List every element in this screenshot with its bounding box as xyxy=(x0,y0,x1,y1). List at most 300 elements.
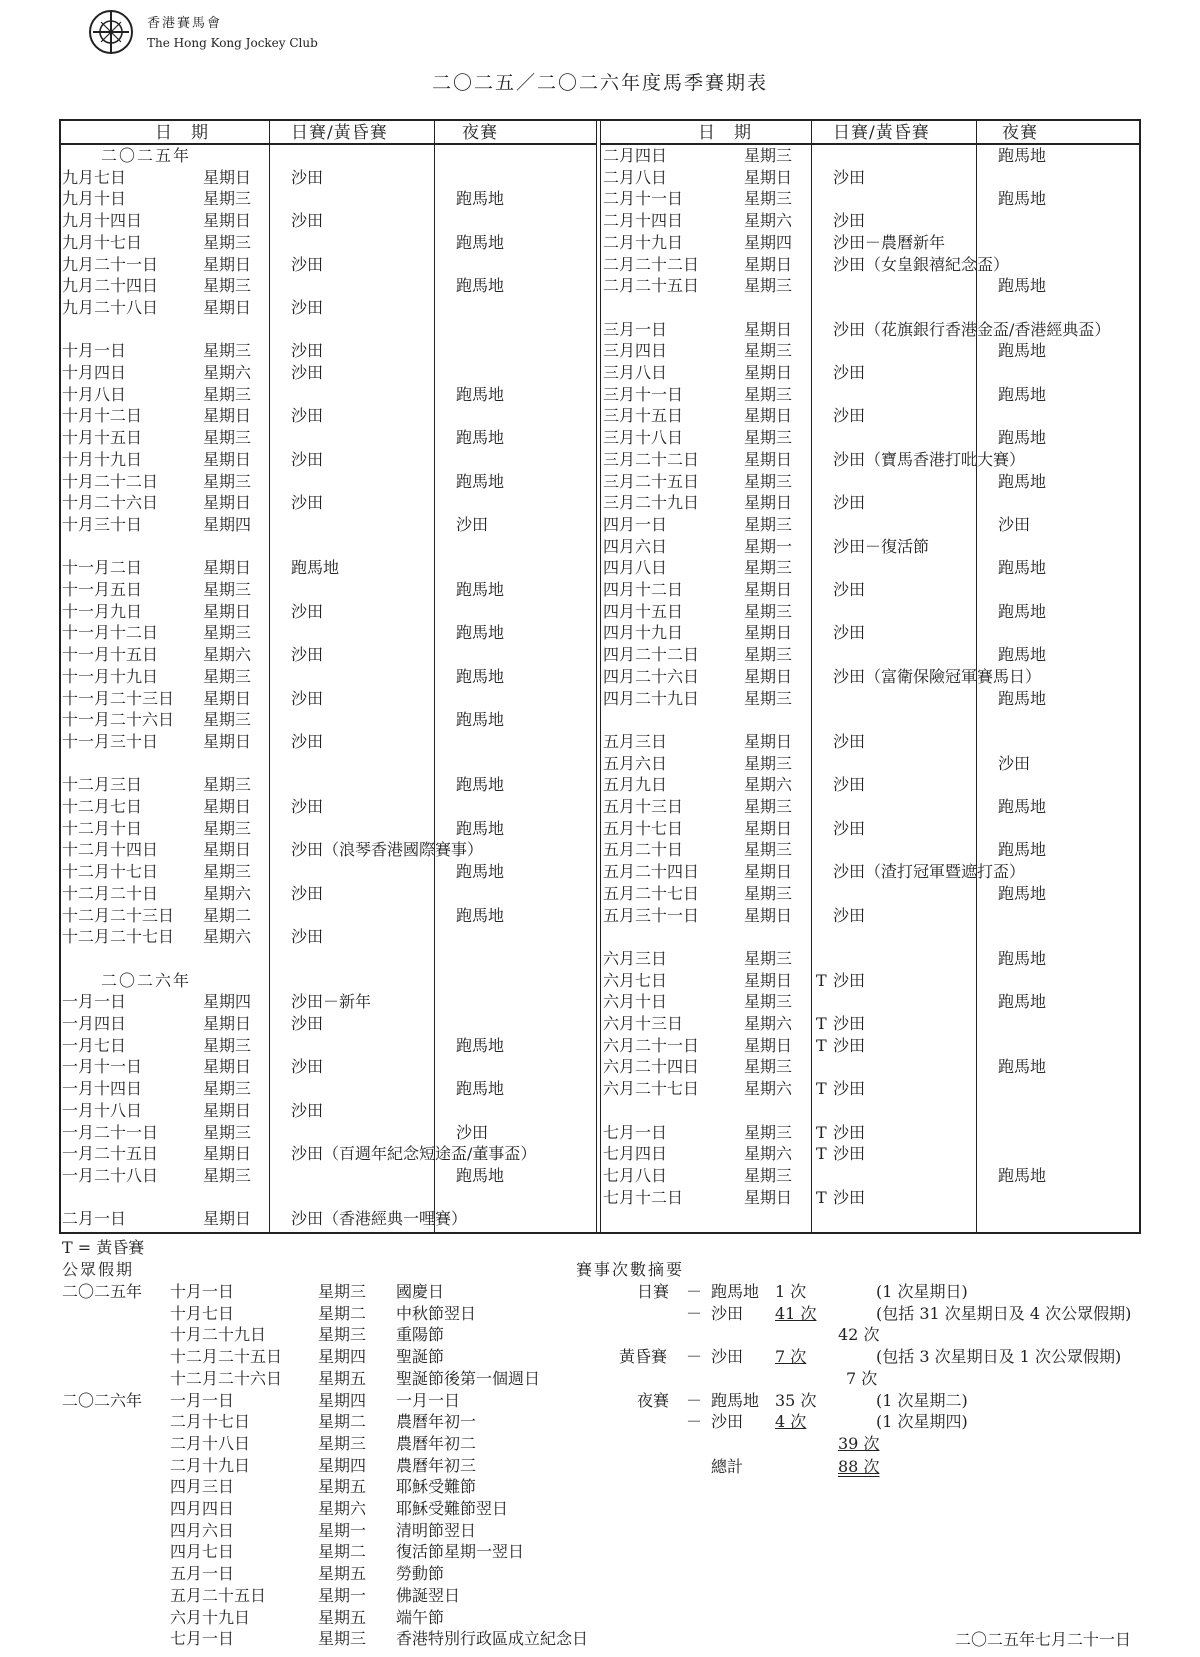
holiday-weekday: 星期四 xyxy=(318,1347,367,1367)
night-race-venue: 跑馬地 xyxy=(456,232,505,252)
race-weekday: 星期日 xyxy=(744,623,793,643)
race-date: 十二月二十七日 xyxy=(62,927,175,947)
holiday-date: 四月六日 xyxy=(170,1520,235,1540)
race-date: 二月一日 xyxy=(62,1209,127,1229)
night-race-venue: 跑馬地 xyxy=(456,384,505,404)
day-race-venue: 跑馬地 xyxy=(291,558,340,578)
race-date: 十一月二日 xyxy=(62,558,143,578)
race-date: 九月七日 xyxy=(62,167,127,187)
holidays-title: 公眾假期 xyxy=(62,1260,135,1279)
race-weekday: 星期日 xyxy=(744,862,793,882)
night-race-venue: 跑馬地 xyxy=(456,276,505,296)
header-day-right: 日賽/黃昏賽 xyxy=(833,123,930,143)
year-label: 二〇二六年 xyxy=(101,970,192,990)
holiday-weekday: 星期四 xyxy=(318,1455,367,1475)
twilight-marker: T xyxy=(816,1122,827,1142)
race-weekday: 星期三 xyxy=(744,601,793,621)
race-date: 四月六日 xyxy=(603,536,668,556)
holiday-date: 七月一日 xyxy=(170,1629,235,1649)
night-race-venue: 跑馬地 xyxy=(998,797,1047,816)
day-race-venue: 沙田 xyxy=(291,406,324,426)
holiday-weekday: 星期一 xyxy=(318,1585,367,1605)
holiday-date: 五月一日 xyxy=(170,1564,235,1584)
day-race-venue: 沙田－復活節 xyxy=(833,536,930,556)
day-race-venue: 沙田 xyxy=(833,1035,866,1055)
page-title: 二〇二五／二〇二六年度馬季賽期表 xyxy=(431,72,768,94)
race-weekday: 星期日 xyxy=(203,840,252,860)
race-date: 十月一日 xyxy=(62,341,127,361)
holiday-weekday: 星期五 xyxy=(318,1368,367,1388)
day-race-venue: 沙田 xyxy=(291,1057,324,1077)
race-date: 一月二十一日 xyxy=(62,1122,159,1142)
summary-category: 黃昏賽 xyxy=(619,1347,668,1367)
holiday-name: 農曆年初三 xyxy=(396,1455,477,1475)
summary-subtotal: 42 次 xyxy=(838,1325,880,1345)
race-weekday: 星期日 xyxy=(203,558,252,578)
race-weekday: 星期三 xyxy=(203,623,252,643)
day-race-venue: 沙田 xyxy=(833,1079,866,1099)
race-weekday: 星期三 xyxy=(203,189,252,209)
night-race-venue: 沙田 xyxy=(998,514,1031,534)
race-date: 四月二十九日 xyxy=(603,688,700,708)
race-date: 三月十五日 xyxy=(603,406,684,426)
race-date: 十二月二十日 xyxy=(62,883,159,903)
twilight-marker: T xyxy=(816,1014,827,1033)
race-weekday: 星期六 xyxy=(203,363,252,382)
race-weekday: 星期三 xyxy=(744,146,793,165)
race-date: 一月二十五日 xyxy=(62,1144,159,1164)
summary-dash: － xyxy=(686,1347,703,1367)
night-race-venue: 跑馬地 xyxy=(998,146,1047,165)
night-race-venue: 跑馬地 xyxy=(456,428,505,448)
day-race-venue: 沙田（百週年紀念短途盃/董事盃） xyxy=(291,1144,537,1164)
holiday-year: 二〇二六年 xyxy=(62,1390,143,1410)
summary-venue: 跑馬地 xyxy=(711,1390,760,1410)
race-weekday: 星期日 xyxy=(744,319,793,339)
race-weekday: 星期三 xyxy=(744,688,793,708)
summary-dash: － xyxy=(686,1303,703,1323)
holiday-date: 二月十九日 xyxy=(170,1455,251,1475)
night-race-venue: 沙田 xyxy=(456,514,489,534)
night-race-venue: 跑馬地 xyxy=(456,666,505,686)
day-race-venue: 沙田 xyxy=(833,580,866,599)
summary-count: 1 次 xyxy=(775,1282,807,1301)
holiday-name: 香港特別行政區成立紀念日 xyxy=(396,1629,589,1649)
race-date: 三月一日 xyxy=(603,319,668,339)
day-race-venue: 沙田 xyxy=(291,883,324,903)
holiday-name: 耶穌受難節 xyxy=(396,1477,477,1497)
race-date: 十月十二日 xyxy=(62,406,143,426)
race-date: 四月十五日 xyxy=(603,601,684,621)
night-race-venue: 跑馬地 xyxy=(998,341,1047,361)
holiday-name: 中秋節翌日 xyxy=(396,1303,477,1323)
race-date: 六月二十七日 xyxy=(603,1079,700,1099)
legend-note: T = 黃昏賽 xyxy=(62,1238,145,1257)
race-date: 五月二十日 xyxy=(603,840,684,860)
race-weekday: 星期三 xyxy=(744,428,793,448)
header-night-right: 夜賽 xyxy=(1002,123,1038,143)
hkjc-logo xyxy=(87,8,135,56)
day-race-venue: 沙田 xyxy=(833,493,866,513)
race-weekday: 星期四 xyxy=(203,992,252,1012)
day-race-venue: 沙田 xyxy=(291,688,324,708)
race-date: 十一月十九日 xyxy=(62,666,159,686)
night-race-venue: 跑馬地 xyxy=(998,883,1047,903)
race-weekday: 星期一 xyxy=(744,536,793,556)
race-date: 十一月九日 xyxy=(62,601,143,621)
holiday-name: 勞動節 xyxy=(396,1564,445,1584)
day-race-venue: 沙田 xyxy=(291,449,324,469)
night-race-venue: 跑馬地 xyxy=(456,623,505,643)
holiday-name: 聖誕節 xyxy=(396,1347,445,1367)
holiday-weekday: 星期四 xyxy=(318,1390,367,1410)
race-weekday: 星期六 xyxy=(744,1079,793,1099)
holiday-name: 端午節 xyxy=(396,1607,445,1627)
day-race-venue: 沙田 xyxy=(291,363,324,382)
race-date: 五月三日 xyxy=(603,731,668,751)
race-weekday: 星期日 xyxy=(203,1209,252,1229)
race-weekday: 星期日 xyxy=(744,1035,793,1055)
day-race-venue: 沙田（花旗銀行香港金盃/香港經典盃） xyxy=(833,319,1111,339)
night-race-venue: 跑馬地 xyxy=(456,1079,505,1099)
night-race-venue: 跑馬地 xyxy=(998,992,1047,1012)
summary-note: (1 次星期四) xyxy=(876,1412,968,1432)
race-date: 九月二十四日 xyxy=(62,276,159,296)
race-date: 九月十日 xyxy=(62,189,127,209)
summary-count: 4 次 xyxy=(775,1412,807,1432)
race-weekday: 星期三 xyxy=(744,797,793,816)
race-date: 三月二十九日 xyxy=(603,493,700,513)
header-date-right: 日 期 xyxy=(698,123,752,143)
race-weekday: 星期日 xyxy=(744,493,793,513)
race-weekday: 星期六 xyxy=(203,645,252,665)
holiday-date: 六月十九日 xyxy=(170,1607,251,1627)
day-race-venue: 沙田 xyxy=(291,297,324,317)
day-race-venue: 沙田 xyxy=(833,1144,866,1164)
race-date: 十月十九日 xyxy=(62,449,143,469)
race-date: 十一月十二日 xyxy=(62,623,159,643)
race-date: 二月十一日 xyxy=(603,189,684,209)
day-race-venue: 沙田 xyxy=(291,211,324,231)
day-race-venue: 沙田 xyxy=(833,363,866,382)
holiday-date: 二月十八日 xyxy=(170,1433,251,1453)
race-weekday: 星期日 xyxy=(203,493,252,513)
race-date: 十二月七日 xyxy=(62,797,143,816)
race-date: 十二月十日 xyxy=(62,818,143,838)
holiday-name: 重陽節 xyxy=(396,1325,445,1345)
holiday-name: 農曆年初一 xyxy=(396,1412,477,1432)
day-race-venue: 沙田 xyxy=(833,623,866,643)
night-race-venue: 跑馬地 xyxy=(998,471,1047,491)
race-date: 九月二十八日 xyxy=(62,297,159,317)
twilight-marker: T xyxy=(816,970,827,990)
race-weekday: 星期三 xyxy=(744,1057,793,1077)
race-weekday: 星期日 xyxy=(203,1144,252,1164)
day-race-venue: 沙田 xyxy=(291,341,324,361)
night-race-venue: 跑馬地 xyxy=(456,580,505,599)
night-race-venue: 沙田 xyxy=(456,1122,489,1142)
holiday-weekday: 星期二 xyxy=(318,1412,367,1432)
race-weekday: 星期三 xyxy=(744,883,793,903)
day-race-venue: 沙田 xyxy=(291,927,324,947)
race-date: 四月十九日 xyxy=(603,623,684,643)
header-day-left: 日賽/黃昏賽 xyxy=(291,123,388,143)
night-race-venue: 跑馬地 xyxy=(456,818,505,838)
left-divider-1 xyxy=(269,121,270,1232)
day-race-venue: 沙田 xyxy=(291,731,324,751)
race-weekday: 星期三 xyxy=(744,384,793,404)
night-race-venue: 跑馬地 xyxy=(998,840,1047,860)
race-weekday: 星期日 xyxy=(744,731,793,751)
logo-name-zh: 香港賽馬會 xyxy=(147,16,223,31)
race-weekday: 星期日 xyxy=(744,666,793,686)
race-date: 九月十七日 xyxy=(62,232,143,252)
race-weekday: 星期日 xyxy=(203,406,252,426)
race-date: 二月十九日 xyxy=(603,232,684,252)
race-date: 九月十四日 xyxy=(62,211,143,231)
holiday-name: 耶穌受難節翌日 xyxy=(396,1499,509,1518)
race-date: 十二月三日 xyxy=(62,775,143,795)
twilight-marker: T xyxy=(816,1144,827,1164)
race-weekday: 星期三 xyxy=(744,189,793,209)
summary-subtotal: 7 次 xyxy=(846,1368,878,1388)
race-date: 二月四日 xyxy=(603,146,668,165)
summary-count: 35 次 xyxy=(775,1390,817,1410)
race-weekday: 星期六 xyxy=(744,775,793,795)
day-race-venue: 沙田 xyxy=(291,1014,324,1033)
race-weekday: 星期日 xyxy=(203,601,252,621)
summary-dash: － xyxy=(686,1282,703,1301)
race-weekday: 星期四 xyxy=(203,514,252,534)
race-weekday: 星期三 xyxy=(203,428,252,448)
summary-category: 日賽 xyxy=(637,1282,670,1301)
holiday-date: 四月三日 xyxy=(170,1477,235,1497)
holiday-name: 聖誕節後第一個週日 xyxy=(396,1368,541,1388)
day-race-venue: 沙田 xyxy=(291,254,324,274)
race-date: 四月一日 xyxy=(603,514,668,534)
race-weekday: 星期三 xyxy=(203,1079,252,1099)
day-race-venue: 沙田 xyxy=(833,905,866,925)
holiday-name: 一月一日 xyxy=(396,1390,461,1410)
race-date: 七月十二日 xyxy=(603,1187,684,1207)
race-weekday: 星期日 xyxy=(744,970,793,990)
race-date: 四月二十二日 xyxy=(603,645,700,665)
race-weekday: 星期日 xyxy=(203,688,252,708)
race-date: 三月十一日 xyxy=(603,384,684,404)
day-race-venue: 沙田 xyxy=(833,1187,866,1207)
header-night-left: 夜賽 xyxy=(462,123,498,143)
race-weekday: 星期日 xyxy=(744,406,793,426)
race-date: 一月十一日 xyxy=(62,1057,143,1077)
night-race-venue: 跑馬地 xyxy=(456,775,505,795)
race-date: 七月八日 xyxy=(603,1165,668,1185)
holiday-date: 十月七日 xyxy=(170,1303,235,1323)
race-weekday: 星期三 xyxy=(203,276,252,296)
summary-venue: 跑馬地 xyxy=(711,1282,760,1301)
race-weekday: 星期日 xyxy=(744,254,793,274)
header-date-left: 日 期 xyxy=(155,123,209,143)
day-race-venue: 沙田 xyxy=(833,167,866,187)
day-race-venue: 沙田 xyxy=(291,493,324,513)
day-race-venue: 沙田（渣打冠軍暨遮打盃） xyxy=(833,862,1026,882)
race-date: 二月二十五日 xyxy=(603,276,700,296)
holiday-year: 二〇二五年 xyxy=(62,1282,143,1301)
race-weekday: 星期二 xyxy=(203,905,252,925)
race-weekday: 星期三 xyxy=(203,580,252,599)
night-race-venue: 跑馬地 xyxy=(998,948,1047,968)
night-race-venue: 跑馬地 xyxy=(998,1057,1047,1077)
holiday-date: 四月七日 xyxy=(170,1542,235,1562)
day-race-venue: 沙田（女皇銀禧紀念盃） xyxy=(833,254,1010,274)
day-race-venue: 沙田 xyxy=(291,645,324,665)
race-weekday: 星期三 xyxy=(203,818,252,838)
holiday-weekday: 星期五 xyxy=(318,1477,367,1497)
race-weekday: 星期三 xyxy=(203,384,252,404)
night-race-venue: 跑馬地 xyxy=(998,1165,1047,1185)
race-weekday: 星期三 xyxy=(203,710,252,730)
holiday-weekday: 星期三 xyxy=(318,1282,367,1301)
race-weekday: 星期日 xyxy=(744,1187,793,1207)
race-date: 五月二十四日 xyxy=(603,862,700,882)
race-weekday: 星期三 xyxy=(744,471,793,491)
race-date: 十月二十二日 xyxy=(62,471,159,491)
race-date: 一月七日 xyxy=(62,1035,127,1055)
summary-note: (包括 31 次星期日及 4 次公眾假期) xyxy=(876,1303,1132,1323)
race-date: 十一月三十日 xyxy=(62,731,159,751)
race-date: 五月十三日 xyxy=(603,797,684,816)
day-race-venue: 沙田（寶馬香港打吡大賽） xyxy=(833,449,1026,469)
race-date: 五月九日 xyxy=(603,775,668,795)
race-date: 十一月十五日 xyxy=(62,645,159,665)
race-date: 三月四日 xyxy=(603,341,668,361)
summary-note: (1 次星期二) xyxy=(876,1390,968,1410)
race-date: 六月三日 xyxy=(603,948,668,968)
day-race-venue: 沙田－農曆新年 xyxy=(833,232,946,252)
race-weekday: 星期三 xyxy=(744,341,793,361)
day-race-venue: 沙田 xyxy=(833,731,866,751)
summary-venue: 沙田 xyxy=(711,1347,744,1367)
holiday-date: 四月四日 xyxy=(170,1499,235,1518)
night-race-venue: 跑馬地 xyxy=(456,862,505,882)
race-date: 六月二十四日 xyxy=(603,1057,700,1077)
night-race-venue: 跑馬地 xyxy=(456,471,505,491)
race-weekday: 星期日 xyxy=(203,797,252,816)
night-race-venue: 跑馬地 xyxy=(456,189,505,209)
race-weekday: 星期六 xyxy=(203,927,252,947)
race-weekday: 星期日 xyxy=(203,254,252,274)
holiday-weekday: 星期二 xyxy=(318,1542,367,1562)
race-weekday: 星期三 xyxy=(203,471,252,491)
race-date: 二月十四日 xyxy=(603,211,684,231)
race-date: 一月十八日 xyxy=(62,1100,143,1120)
holiday-weekday: 星期五 xyxy=(318,1564,367,1584)
race-weekday: 星期三 xyxy=(744,753,793,773)
race-date: 五月二十七日 xyxy=(603,883,700,903)
race-date: 十二月二十三日 xyxy=(62,905,175,925)
summary-count: 41 次 xyxy=(775,1303,817,1323)
race-date: 十月二十六日 xyxy=(62,493,159,513)
summary-total-label: 總計 xyxy=(711,1457,744,1476)
race-date: 十二月十七日 xyxy=(62,862,159,882)
night-race-venue: 跑馬地 xyxy=(998,601,1047,621)
race-date: 十月三十日 xyxy=(62,514,143,534)
holiday-name: 佛誕翌日 xyxy=(396,1585,461,1605)
holiday-date: 五月二十五日 xyxy=(170,1585,267,1605)
race-weekday: 星期三 xyxy=(744,514,793,534)
footer-date: 二〇二五年七月二十一日 xyxy=(955,1630,1132,1649)
summary-dash: － xyxy=(686,1390,703,1410)
race-weekday: 星期三 xyxy=(744,992,793,1012)
day-race-venue: 沙田 xyxy=(833,818,866,838)
race-date: 二月二十二日 xyxy=(603,254,700,274)
race-date: 十月十五日 xyxy=(62,428,143,448)
race-weekday: 星期四 xyxy=(744,232,793,252)
race-weekday: 星期日 xyxy=(203,167,252,187)
holiday-weekday: 星期一 xyxy=(318,1520,367,1540)
race-weekday: 星期日 xyxy=(744,580,793,599)
holiday-weekday: 星期二 xyxy=(318,1303,367,1323)
summary-venue: 沙田 xyxy=(711,1412,744,1432)
night-race-venue: 跑馬地 xyxy=(456,710,505,730)
race-date: 十一月二十六日 xyxy=(62,710,175,730)
holiday-date: 一月一日 xyxy=(170,1390,235,1410)
race-weekday: 星期日 xyxy=(744,449,793,469)
holiday-name: 清明節翌日 xyxy=(396,1520,477,1540)
day-race-venue: 沙田 xyxy=(833,211,866,231)
table-center-divider xyxy=(596,119,601,1234)
twilight-marker: T xyxy=(816,1035,827,1055)
race-weekday: 星期三 xyxy=(203,666,252,686)
summary-dash: － xyxy=(686,1412,703,1432)
holiday-name: 農曆年初二 xyxy=(396,1433,477,1453)
race-date: 九月二十一日 xyxy=(62,254,159,274)
race-date: 十一月二十三日 xyxy=(62,688,175,708)
race-date: 五月三十一日 xyxy=(603,905,700,925)
race-date: 十二月十四日 xyxy=(62,840,159,860)
race-weekday: 星期三 xyxy=(744,948,793,968)
race-weekday: 星期六 xyxy=(744,1144,793,1164)
day-race-venue: 沙田（富衛保險冠軍賽馬日） xyxy=(833,666,1042,686)
race-weekday: 星期日 xyxy=(744,363,793,382)
race-weekday: 星期三 xyxy=(744,1165,793,1185)
race-date: 五月十七日 xyxy=(603,818,684,838)
holiday-date: 十月一日 xyxy=(170,1282,235,1301)
holiday-weekday: 星期六 xyxy=(318,1499,367,1518)
race-weekday: 星期日 xyxy=(203,449,252,469)
night-race-venue: 跑馬地 xyxy=(998,645,1047,665)
race-weekday: 星期三 xyxy=(203,1122,252,1142)
day-race-venue: 沙田 xyxy=(833,970,866,990)
night-race-venue: 跑馬地 xyxy=(456,1035,505,1055)
race-weekday: 星期三 xyxy=(203,232,252,252)
race-date: 四月十二日 xyxy=(603,580,684,599)
left-divider-2 xyxy=(434,121,435,1232)
race-weekday: 星期六 xyxy=(744,211,793,231)
race-weekday: 星期三 xyxy=(203,1035,252,1055)
holiday-date: 十二月二十五日 xyxy=(170,1347,283,1367)
race-date: 三月二十五日 xyxy=(603,471,700,491)
race-weekday: 星期三 xyxy=(203,862,252,882)
day-race-venue: 沙田 xyxy=(833,406,866,426)
race-weekday: 星期三 xyxy=(744,645,793,665)
logo-name-en: The Hong Kong Jockey Club xyxy=(147,36,318,50)
night-race-venue: 跑馬地 xyxy=(456,905,505,925)
holiday-name: 復活節星期一翌日 xyxy=(396,1542,525,1562)
race-date: 三月八日 xyxy=(603,363,668,382)
day-race-venue: 沙田 xyxy=(291,167,324,187)
race-date: 一月十四日 xyxy=(62,1079,143,1099)
race-date: 一月二十八日 xyxy=(62,1165,159,1185)
